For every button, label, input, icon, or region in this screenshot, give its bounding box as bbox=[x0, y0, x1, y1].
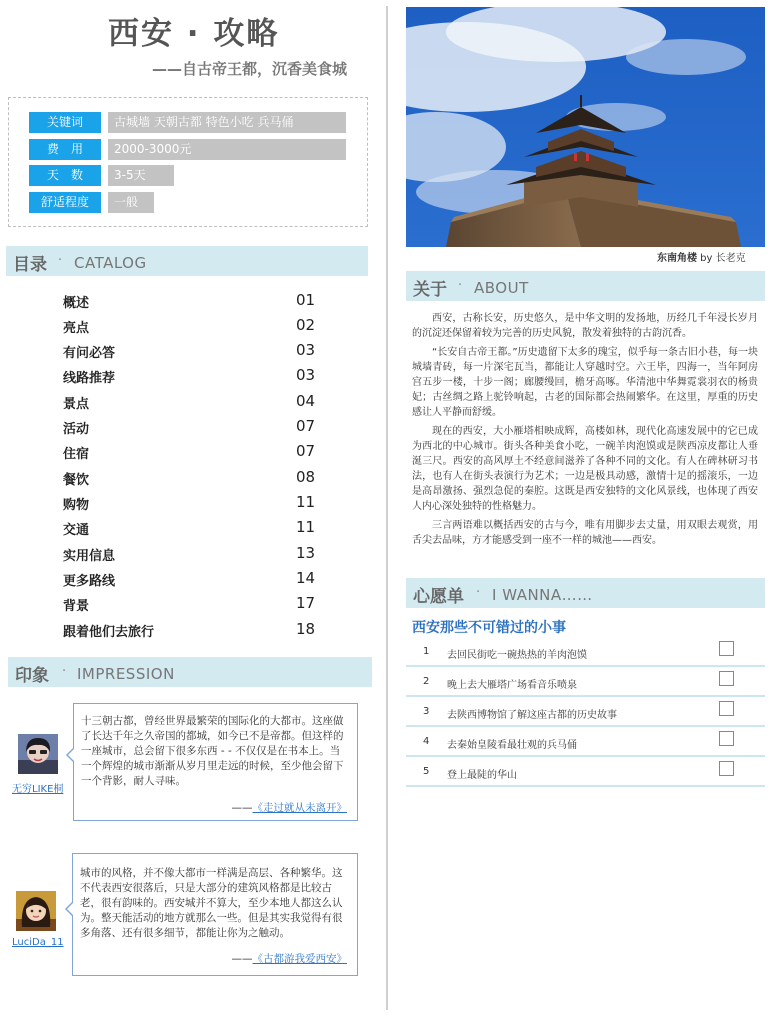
catalog-item[interactable] bbox=[63, 519, 323, 541]
quote-box bbox=[73, 703, 358, 821]
catalog-item[interactable] bbox=[63, 367, 323, 389]
wishlist-item-text: 去回民街吃一碗热热的羊肉泡馍 bbox=[447, 650, 587, 661]
quote-source: ——《古都游我爱西安》 bbox=[231, 953, 347, 965]
catalog-item[interactable] bbox=[63, 292, 323, 314]
wishlist-item-text: 登上最陡的华山 bbox=[447, 770, 517, 781]
column-divider bbox=[386, 6, 388, 1010]
wishlist-checkbox[interactable] bbox=[719, 701, 734, 716]
catalog-item-label: 交通 bbox=[63, 523, 90, 538]
catalog-item-page: 03 bbox=[296, 341, 316, 359]
caption-author: by 长老克 bbox=[697, 253, 746, 264]
separator-dot: · bbox=[476, 585, 481, 600]
info-value: 2000-3000元 bbox=[108, 139, 346, 160]
wishlist-title-en: I WANNA…… bbox=[492, 586, 593, 604]
quote-source-link[interactable]: 《古都游我爱西安》 bbox=[252, 953, 347, 965]
quote-source: ——《走过就从未离开》 bbox=[231, 802, 347, 814]
catalog-item-label: 景点 bbox=[63, 397, 90, 412]
info-row-keywords bbox=[29, 112, 346, 133]
catalog-item-page: 08 bbox=[296, 468, 316, 486]
wishlist-item bbox=[406, 757, 765, 787]
about-title-en: ABOUT bbox=[474, 279, 529, 297]
about-paragraph: 西安，古称长安，历史悠久，是中华文明的发扬地，历经几千年浸长岁月的沉淀还保留着较为完善的历史风貌，散发着独特的古韵沉香。 bbox=[412, 313, 758, 339]
catalog-item-label: 住宿 bbox=[63, 447, 90, 462]
wishlist-checkbox[interactable] bbox=[719, 761, 734, 776]
photo-caption bbox=[657, 249, 746, 264]
catalog-item-page: 14 bbox=[296, 569, 316, 587]
corner-tower-image bbox=[406, 7, 765, 247]
about-paragraph: 三言两语难以概括西安的古与今，唯有用脚步去丈量，用双眼去观赏，用舌尖去品味，方才能感受到一座不一样的城池——西安。 bbox=[412, 520, 758, 546]
wishlist-item-text: 去陕西博物馆了解这座古都的历史故事 bbox=[447, 710, 617, 721]
catalog-item-page: 18 bbox=[296, 620, 316, 638]
impression-title-en: IMPRESSION bbox=[77, 665, 175, 683]
about-header bbox=[406, 271, 765, 301]
impression-header bbox=[8, 657, 372, 687]
catalog-item[interactable] bbox=[63, 443, 323, 465]
info-label: 舒适程度 bbox=[29, 192, 101, 213]
catalog-item-label: 餐饮 bbox=[63, 473, 90, 488]
wishlist-item-number: 1 bbox=[423, 646, 430, 657]
about-text bbox=[412, 311, 758, 552]
catalog-item-page: 03 bbox=[296, 366, 316, 384]
wishlist-item-number: 5 bbox=[423, 766, 430, 777]
info-value: 3-5天 bbox=[108, 165, 174, 186]
quote-text: 城市的风格，并不像大都市一样满是高层、各种繁华。这不代表西安很落后，只是大部分的建筑风格都是比较古老，很有韵味的。西安城并不算大，至少本地人都这么认为。整天能活动的地方就那么一些。但是其实我觉得有很多角落、还有很多细节，都能让你为之触动。 bbox=[80, 867, 343, 939]
catalog-item[interactable] bbox=[63, 393, 323, 415]
catalog-item[interactable] bbox=[63, 595, 323, 617]
quote-source-link[interactable]: 《走过就从未离开》 bbox=[252, 802, 347, 814]
wishlist-header bbox=[406, 578, 765, 608]
impression-title: 印象 bbox=[15, 666, 49, 686]
page-subtitle: ——自古帝王都，沉香美食城 bbox=[152, 60, 348, 78]
wishlist-item bbox=[406, 697, 765, 727]
wishlist-item bbox=[406, 667, 765, 697]
catalog-item[interactable] bbox=[63, 342, 323, 364]
user-link[interactable]: LuciDa_11 bbox=[12, 937, 64, 948]
wishlist-item-number: 2 bbox=[423, 676, 430, 687]
caption-title: 东南角楼 bbox=[657, 253, 697, 264]
catalog-item-label: 亮点 bbox=[63, 321, 90, 336]
catalog-item[interactable] bbox=[63, 317, 323, 339]
catalog-title-en: CATALOG bbox=[74, 254, 147, 272]
catalog-item-label: 跟着他们去旅行 bbox=[63, 625, 155, 640]
catalog-item-page: 01 bbox=[296, 291, 316, 309]
info-label: 天 数 bbox=[29, 165, 101, 186]
about-title: 关于 bbox=[413, 280, 447, 300]
catalog-item-page: 02 bbox=[296, 316, 316, 334]
wishlist-item bbox=[406, 637, 765, 667]
catalog-item[interactable] bbox=[63, 494, 323, 516]
separator-dot: · bbox=[458, 278, 463, 293]
wishlist-checkbox[interactable] bbox=[719, 731, 734, 746]
quote-box bbox=[72, 853, 358, 976]
wishlist-item-number: 4 bbox=[423, 736, 430, 747]
quote-text: 十三朝古都，曾经世界最繁荣的国际化的大都市。这座做了长达千年之久帝国的都城，如今已不是帝都。但这样的一座城市，总会留下很多东西 - - 不仅仅是在书本上。当一个辉煌的城市渐渐从岁月里走远的时候，至少他会留下一个背影，耐人寻味。 bbox=[81, 715, 344, 787]
wishlist-item-text: 晚上去大雁塔广场看音乐喷泉 bbox=[447, 680, 577, 691]
separator-dot: · bbox=[62, 664, 67, 679]
catalog-item-page: 11 bbox=[296, 518, 316, 536]
info-row-days bbox=[29, 165, 174, 186]
avatar-image bbox=[16, 891, 56, 931]
catalog-item-page: 04 bbox=[296, 392, 316, 410]
user-avatar[interactable] bbox=[16, 891, 56, 931]
user-link[interactable]: 无穷LIKE桐 bbox=[12, 784, 64, 795]
catalog-item[interactable] bbox=[63, 570, 323, 592]
info-box bbox=[8, 97, 368, 227]
info-row-cost bbox=[29, 139, 346, 160]
catalog-item-label: 概述 bbox=[63, 296, 90, 311]
info-value: 古城墙 天朝古都 特色小吃 兵马俑 bbox=[108, 112, 346, 133]
city-wall-photo bbox=[406, 7, 765, 247]
catalog-item-label: 更多路线 bbox=[63, 574, 116, 589]
wishlist-title: 心愿单 bbox=[413, 587, 464, 607]
catalog-item-label: 活动 bbox=[63, 422, 90, 437]
catalog-item-page: 17 bbox=[296, 594, 316, 612]
wishlist-item-text: 去秦始皇陵看最壮观的兵马俑 bbox=[447, 740, 577, 751]
quote-arrow-fill bbox=[68, 748, 75, 762]
catalog-item[interactable] bbox=[63, 545, 323, 567]
info-label: 关键词 bbox=[29, 112, 101, 133]
catalog-item[interactable] bbox=[63, 418, 323, 440]
catalog-item-label: 背景 bbox=[63, 599, 90, 614]
about-paragraph: “长安自古帝王都。”历史遗留下太多的瑰宝，似乎每一条古旧小巷，每一块城墙青砖，每一片深宅瓦当，都能让人穿越时空。六王毕，四海一，当年阿房宫五步一楼，十步一阁；廊腰缦回，檐牙高啄。华清池中华舞霓裳羽衣的杨贵妃；古丝绸之路上驼铃响起，古老的国际都会热闹繁华。在这里，厚重的历史感让人平静而舒缓。 bbox=[412, 347, 758, 418]
avatar-image bbox=[18, 734, 58, 774]
catalog-item-page: 13 bbox=[296, 544, 316, 562]
catalog-item-label: 线路推荐 bbox=[63, 371, 116, 386]
wishlist-checkbox[interactable] bbox=[719, 641, 734, 656]
user-avatar[interactable] bbox=[18, 734, 58, 774]
catalog-item-label: 有问必答 bbox=[63, 346, 116, 361]
about-paragraph: 现在的西安，大小雁塔相映成辉，高楼如林，现代化高速发展中的它已成为西北的中心城市。街头各种美食小吃，一碗羊肉泡馍或是陕西凉皮都让人垂涎三尺。西安的高风厚土不经意间滋养了各种不同的文化。有人在碑林研习书法，也有人在街头表演行为艺术；一边是极具动感，激情十足的摇滚乐，一边是高昂激扬、强烈急促的秦腔。这既是西安独特的文化风景线，也体现了西安人内心深处独特的性格魅力。 bbox=[412, 426, 758, 512]
separator-dot: · bbox=[58, 253, 63, 268]
page-title: 西安 · 攻略 bbox=[108, 16, 280, 52]
wishlist-item bbox=[406, 727, 765, 757]
catalog-item-label: 购物 bbox=[63, 498, 90, 513]
quote-arrow-fill bbox=[67, 902, 74, 916]
info-label: 费 用 bbox=[29, 139, 101, 160]
catalog-item-page: 11 bbox=[296, 493, 316, 511]
catalog-header bbox=[6, 246, 368, 276]
wishlist-heading: 西安那些不可错过的小事 bbox=[412, 620, 566, 636]
wishlist-item-number: 3 bbox=[423, 706, 430, 717]
catalog-title: 目录 bbox=[13, 255, 47, 275]
catalog-item[interactable] bbox=[63, 469, 323, 491]
info-value: 一般 bbox=[108, 192, 154, 213]
info-row-comfort bbox=[29, 192, 154, 213]
wishlist-checkbox[interactable] bbox=[719, 671, 734, 686]
catalog-item-page: 07 bbox=[296, 442, 316, 460]
catalog-item-page: 07 bbox=[296, 417, 316, 435]
catalog-item-label: 实用信息 bbox=[63, 549, 116, 564]
catalog-item[interactable] bbox=[63, 621, 323, 643]
